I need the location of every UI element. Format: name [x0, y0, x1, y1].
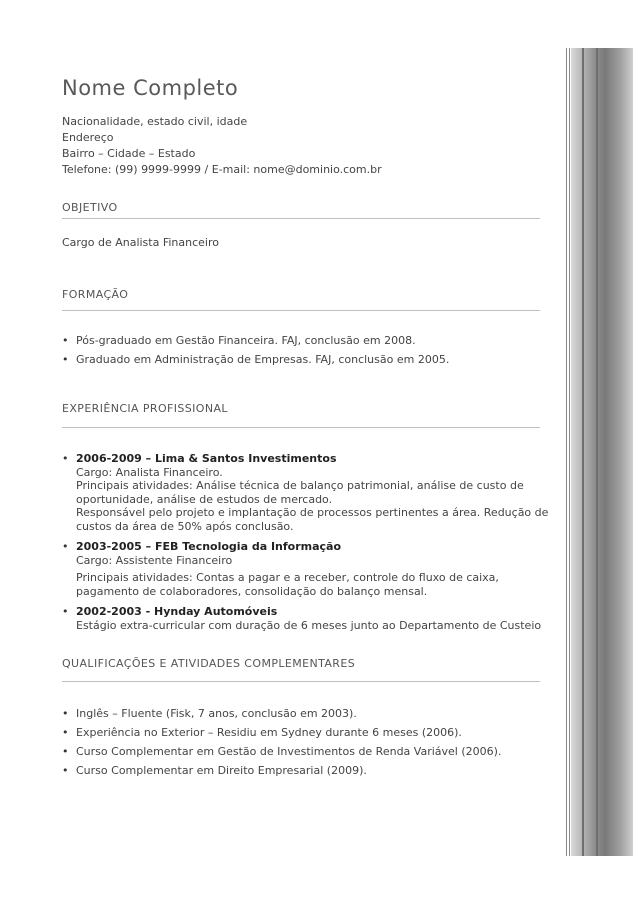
sidebar-line — [569, 48, 570, 856]
experiencia-list — [62, 452, 552, 639]
list-item: • Experiência no Exterior – Residiu em Sydney durante 6 meses (2006). — [62, 726, 552, 739]
sidebar-line — [566, 48, 567, 856]
job-line: Cargo: Analista Financeiro. — [76, 465, 223, 479]
section-title-objetivo: OBJETIVO — [62, 201, 118, 214]
qualificacoes-list — [62, 707, 552, 777]
contact-line-address: Endereço — [62, 131, 114, 144]
list-item — [62, 605, 552, 632]
list-item — [62, 452, 552, 533]
objetivo-text: Cargo de Analista Financeiro — [62, 236, 219, 249]
section-divider — [62, 218, 540, 219]
section-divider — [62, 427, 540, 428]
list-item: • Graduado em Administração de Empresas. FAJ, conclusão em 2005. — [62, 353, 552, 366]
list-item — [62, 540, 552, 598]
sidebar-gradient-band — [571, 48, 633, 856]
job-line: Principais atividades: Contas a pagar e a receber, controle do fluxo de caixa, pagamento de colaboradores, consolidação do balanço mensal. — [76, 571, 499, 598]
section-divider — [62, 310, 540, 311]
job-line: Principais atividades: Análise técnica de balanço patrimonial, análise de custo de oportunidade, análise de estudos de mercado. — [76, 479, 524, 506]
job-heading: • 2003-2005 – FEB Tecnologia da Informação — [76, 540, 342, 553]
contact-block — [62, 114, 382, 178]
job-line: Estágio extra-curricular com duração de 6 meses junto ao Departamento de Custeio — [76, 618, 542, 632]
contact-line-phone-email: Telefone: (99) 9999-9999 / E-mail: nome@dominio.com.br — [62, 163, 382, 176]
contact-line-city: Bairro – Cidade – Estado — [62, 147, 196, 160]
section-title-qualificacoes: QUALIFICAÇÕES E ATIVIDADES COMPLEMENTARES — [62, 657, 356, 670]
formacao-list — [62, 334, 552, 366]
decorative-sidebar — [566, 48, 638, 856]
sidebar-stripe — [596, 48, 598, 856]
sidebar-stripe — [582, 48, 584, 856]
section-title-experiencia: EXPERIÊNCIA PROFISSIONAL — [62, 402, 228, 415]
section-title-formacao: FORMAÇÃO — [62, 288, 129, 301]
list-item: • Pós-graduado em Gestão Financeira. FAJ, conclusão em 2008. — [62, 334, 552, 347]
job-line: Cargo: Assistente Financeiro — [76, 553, 233, 567]
section-divider — [62, 681, 540, 682]
contact-line-personal: Nacionalidade, estado civil, idade — [62, 115, 248, 128]
list-item: • Curso Complementar em Direito Empresarial (2009). — [62, 764, 552, 777]
full-name: Nome Completo — [62, 76, 239, 100]
list-item: • Curso Complementar em Gestão de Investimentos de Renda Variável (2006). — [62, 745, 552, 758]
list-item: • Inglês – Fluente (Fisk, 7 anos, conclusão em 2003). — [62, 707, 552, 720]
job-heading: • 2006-2009 – Lima & Santos Investimentos — [76, 452, 337, 465]
job-line: Responsável pelo projeto e implantação de processos pertinentes a área. Redução de custos da área de 50% após conclusão. — [76, 506, 549, 533]
job-heading: • 2002-2003 - Hynday Automóveis — [76, 605, 278, 618]
